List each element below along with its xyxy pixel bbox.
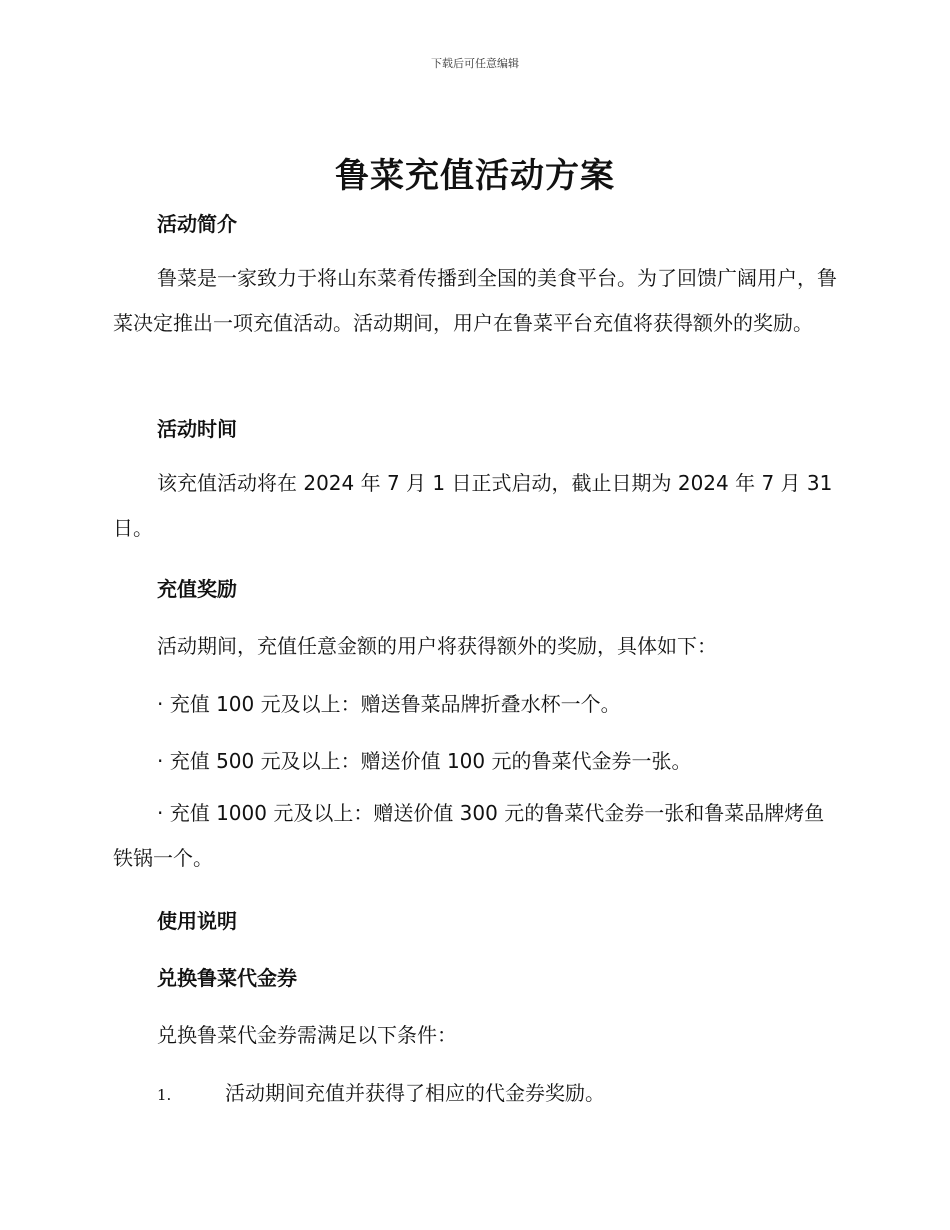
heading-time: 活动时间 [157, 417, 237, 441]
heading-reward: 充值奖励 [157, 577, 237, 601]
paragraph-redeem-intro: 兑换鲁菜代金券需满足以下条件： [157, 1023, 457, 1047]
paragraph-reward-intro: 活动期间，充值任意金额的用户将获得额外的奖励，具体如下： [157, 634, 717, 658]
heading-redeem: 兑换鲁菜代金券 [157, 966, 297, 990]
condition-number: 1. [157, 1086, 172, 1104]
condition-item [157, 1077, 605, 1106]
heading-usage: 使用说明 [157, 909, 237, 933]
reward-item: · 充值 500 元及以上：赠送价值 100 元的鲁菜代金券一张。 [157, 749, 692, 773]
document-title: 鲁菜充值活动方案 [335, 156, 615, 196]
condition-text: 活动期间充值并获得了相应的代金券奖励。 [225, 1081, 605, 1105]
reward-item: · 充值 1000 元及以上：赠送价值 300 元的鲁菜代金券一张和鲁菜品牌烤鱼铁锅一个。 [113, 801, 825, 870]
reward-item: · 充值 100 元及以上：赠送鲁菜品牌折叠水杯一个。 [157, 692, 621, 716]
heading-intro: 活动简介 [157, 212, 237, 236]
page-header: 下载后可任意编辑 [431, 57, 519, 70]
paragraph-time: 该充值活动将在 2024 年 7 月 1 日正式启动，截止日期为 2024 年 7 月 31 日。 [113, 471, 833, 540]
paragraph-intro: 鲁菜是一家致力于将山东菜肴传播到全国的美食平台。为了回馈广阔用户，鲁菜决定推出一项充值活动。活动期间，用户在鲁菜平台充值将获得额外的奖励。 [113, 266, 837, 335]
